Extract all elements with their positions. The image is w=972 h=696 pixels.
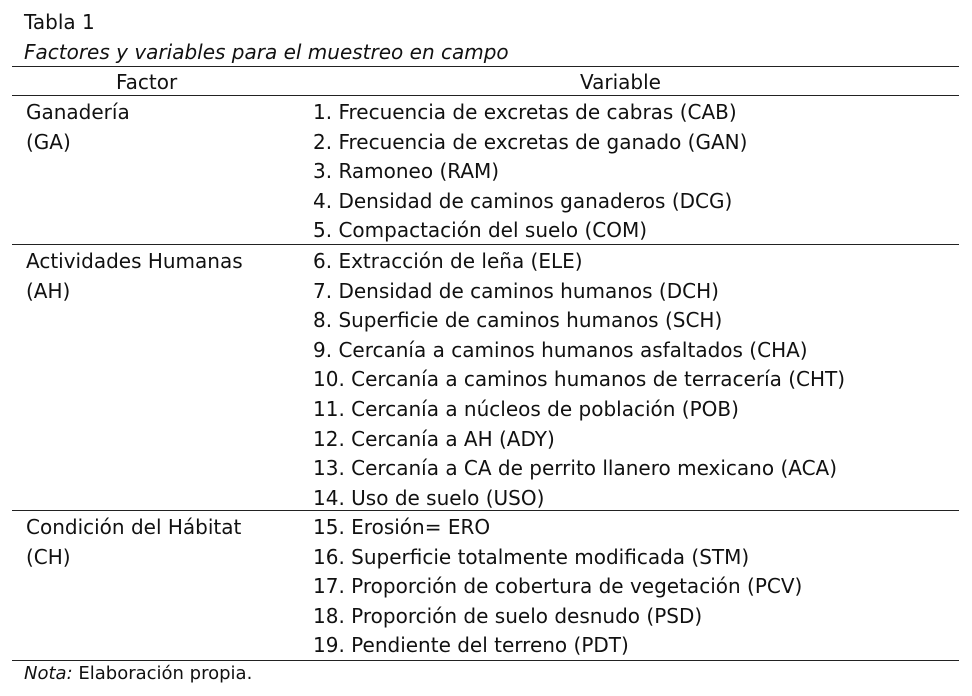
- variable-item: 12. Cercanía a AH (ADY): [313, 426, 555, 451]
- factor-name: Actividades Humanas: [26, 249, 243, 273]
- note-label: Nota:: [24, 663, 73, 684]
- variable-item: 5. Compactación del suelo (COM): [313, 218, 648, 243]
- variable-list: [313, 247, 845, 513]
- factor-name: Condición del Hábitat: [26, 515, 242, 539]
- variable-item: 14. Uso de suelo (USO): [313, 485, 545, 510]
- variable-item: 16. Superficie totalmente modificada (STM): [313, 544, 750, 569]
- variable-item: 19. Pendiente del terreno (PDT): [313, 633, 629, 658]
- variable-item: 8. Superficie de caminos humanos (SCH): [313, 308, 723, 333]
- column-header-variable: Variable: [580, 70, 661, 94]
- column-header-factor: Factor: [116, 70, 178, 94]
- table-top-rule: [12, 66, 959, 67]
- variable-item: 4. Densidad de caminos ganaderos (DCG): [313, 188, 733, 213]
- table-note: [24, 661, 252, 687]
- variable-item: 17. Proporción de cobertura de vegetación (PCV): [313, 574, 803, 599]
- group-divider-rule: [12, 510, 959, 511]
- variable-item: 10. Cercanía a caminos humanos de terracería (CHT): [313, 367, 846, 392]
- factor-cell: [26, 247, 243, 306]
- variable-item: 3. Ramoneo (RAM): [313, 159, 500, 184]
- variable-list: [313, 98, 747, 246]
- variable-item: 7. Densidad de caminos humanos (DCH): [313, 278, 719, 303]
- group-divider-rule: [12, 244, 959, 245]
- variable-item: 13. Cercanía a CA de perrito llanero mexicano (ACA): [313, 456, 838, 481]
- table-number: Tabla 1: [24, 10, 95, 34]
- variable-list: [313, 513, 802, 661]
- variable-item: 1. Frecuencia de excretas de cabras (CAB): [313, 100, 737, 124]
- factor-cell: [26, 513, 241, 572]
- note-text: Elaboración propia.: [72, 663, 253, 684]
- factor-name: Ganadería: [26, 100, 130, 124]
- factor-code: (GA): [26, 129, 71, 154]
- factor-code: (AH): [26, 278, 71, 303]
- variable-item: 9. Cercanía a caminos humanos asfaltados (CHA): [313, 337, 808, 362]
- variable-item: 6. Extracción de leña (ELE): [313, 249, 583, 273]
- variable-item: 11. Cercanía a núcleos de población (POB): [313, 396, 739, 421]
- header-bottom-rule: [12, 95, 959, 96]
- table-title: Factores y variables para el muestreo en campo: [24, 40, 509, 64]
- variable-item: 18. Proporción de suelo desnudo (PSD): [313, 603, 703, 628]
- variable-item: 15. Erosión= ERO: [313, 515, 491, 539]
- variable-item: 2. Frecuencia de excretas de ganado (GAN): [313, 129, 748, 154]
- factor-code: (CH): [26, 544, 71, 569]
- factor-cell: [26, 98, 130, 157]
